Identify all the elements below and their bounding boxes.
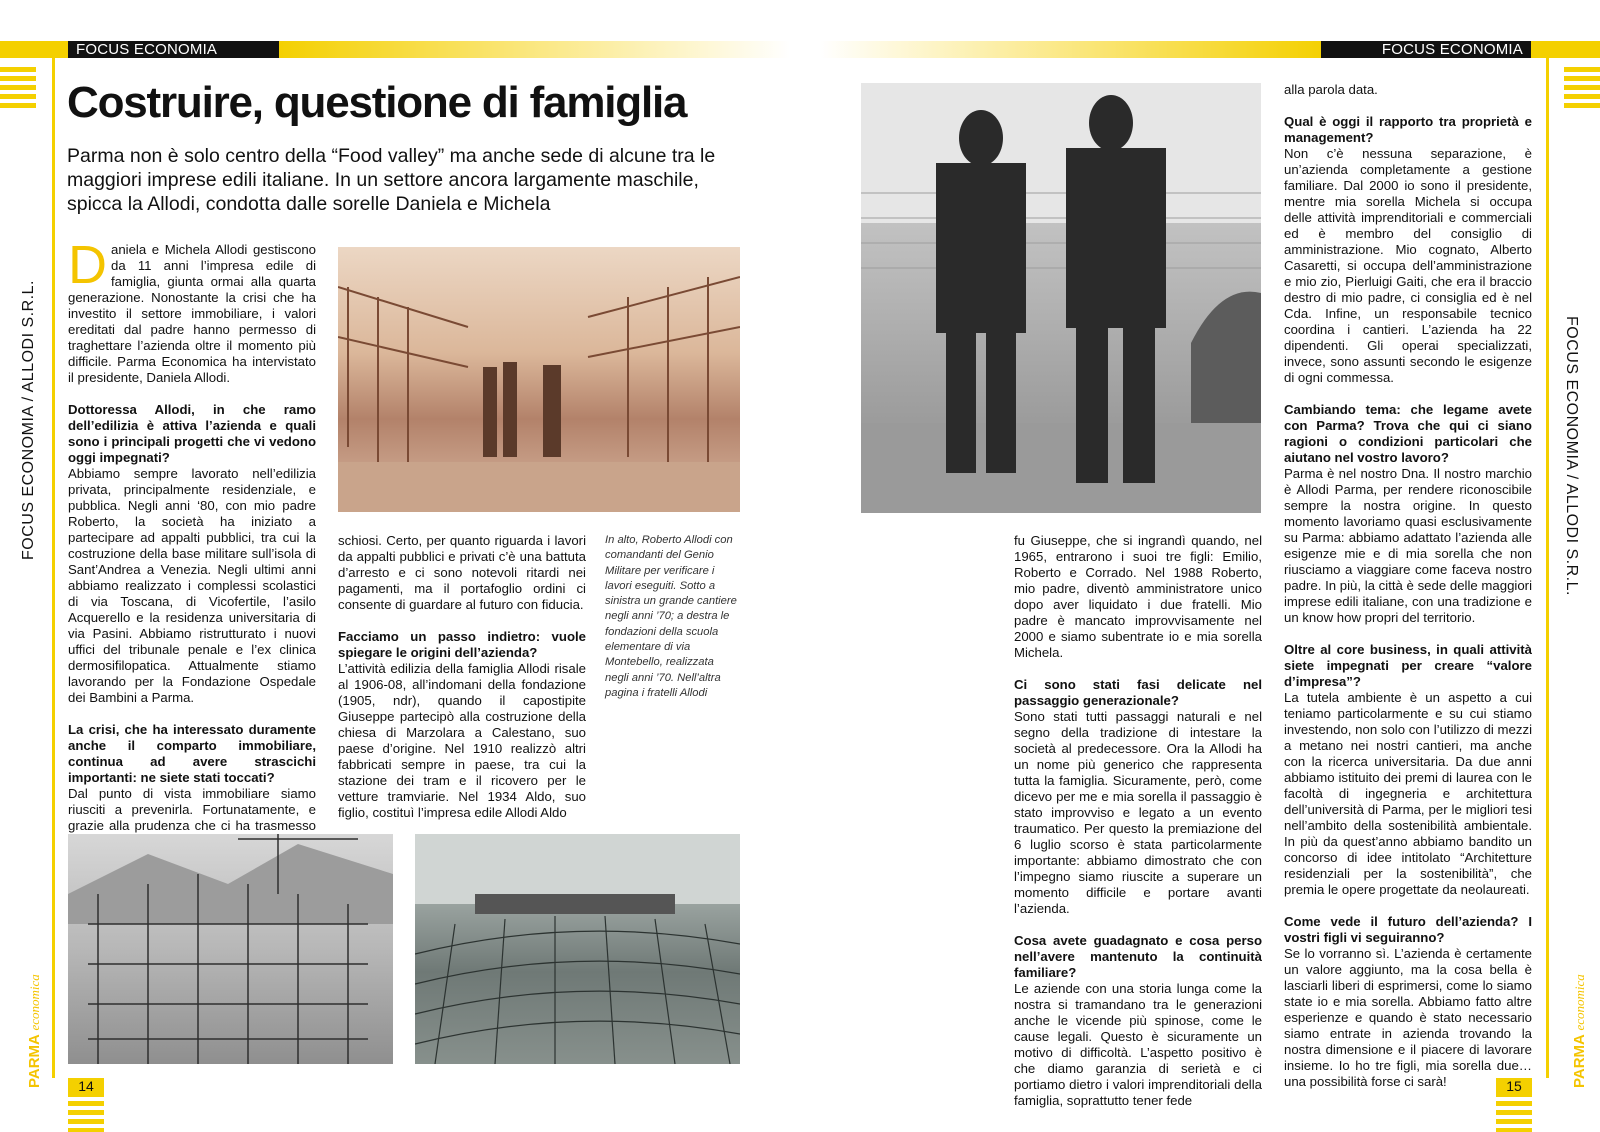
photo-caption: In alto, Roberto Allodi con comandanti del Genio Militare per verificare i lavori eseguiti. Sotto a sinistra un grande cantiere negli anni ’70; a destra le fondazioni della scuola elementare di via Montebello, realizzata negli anni ’70. Nell’altra pagina i fratelli Allodi [605,534,737,699]
answer-3: L’attività edilizia della famiglia Allodi risale al 1906-08, all’indomani della fondazione (1905, ndr), quando il capostipite Giuseppe partecipò alla costruzione della chiesa di Marzolara a Calestano, suo paese d’origine. Nel 1910 realizzò altri fabbricati sempre in paese, tra cui la stazione dei tram e il ricovero per le vetture tramviarie. Nel 1934 Aldo, suo figlio, costituì l’impresa edile Allodi Aldo [338,661,586,820]
stripes-bottom-left [68,1092,104,1132]
answer-3-continued: fu Giuseppe, che si ingrandì quando, nel 1965, entrarono i suoi tre figli: Emilio, Roberto e Corrado. Nel 1988 Roberto, mio padre, diventò amministratore unico dopo aver liquidato i due fratelli. Mio padre è mancato improvvisamente nel 2000 e siamo subentrate io e mia sorella Michela. [1014,533,1262,660]
text-column-3 [1014,533,1262,1109]
side-label-left: FOCUS ECONOMIA / ALLODI S.R.L. [20,280,37,560]
answer-7: Parma è nel nostro Dna. Il nostro marchio è Allodi Parma, per rendere riconoscibile sempre la nostra origine. In questo momento lavoriamo quasi esclusivamente su Parma: abbiamo adattato l’azienda alle esigenze mie e di mia sorella che non riusciamo a viaggiare come faceva nostro padre. In più, la città è sede delle maggiori imprese edili italiane, con una tradizione e un know how propri del territorio. [1284,466,1532,625]
magazine-logo-right: PARMA economica [1571,974,1588,1088]
answer-2-continued: schiosi. Certo, per quanto riguarda i lavori da appalti pubblici e privati c’è una battuta d’arresto e ci sono notevoli ritardi nei pagamenti, ma il portafoglio ordini ci consente di guardare al futuro con fiducia. [338,533,586,612]
answer-5-continued: alla parola data. [1284,82,1378,97]
answer-1: Abbiamo sempre lavorato nell’edilizia privata, principalmente residenziale, e pubblica. Negli anni ‘80, con mio padre Roberto, la società ha iniziato a partecipare ad appalti pubblici, tra cui la costruzione della base militare sull’isola di Sant’Andrea a Venezia. Negli ultimi anni abbiamo realizzato i complessi scolastici di via Toscana, di Vicofertile, l’asilo Acquerello e la residenza universitaria di via Pasini. Abbiamo ristrutturato i nuovi uffici del tribunale penale e l’ex clinica dermosifilopatica. Attualmente stiamo lavorando per la Fondazione Ospedale dei Bambini a Parma. [68,466,316,705]
answer-4: Sono stati tutti passaggi naturali e nel segno della tradizione di intestare la società al predecessore. Ora la Allodi ha un nome più generico che rappresenta tutta la famiglia. Sicuramente, però, come dicevo per me e mia sorella il passaggio è stato improvviso e legato a un evento traumatico. Per questo la premiazione del 6 luglio scorso è stata particolarmente importante: abbiamo dimostrato che con l’impegno siamo riuscite a superare un momento difficile e portare avanti l’azienda. [1014,709,1262,916]
photo-allodi-brothers [861,83,1261,513]
question-6: Qual è oggi il rapporto tra proprietà e management? [1284,114,1532,145]
question-9: Come vede il futuro dell’azienda? I vostri figli vi seguiranno? [1284,914,1532,945]
stripes-top-left [0,67,36,111]
photo-construction-site-color [338,247,740,512]
article-subtitle: Parma non è solo centro della “Food valley” ma anche sede di alcune tra le maggiori imprese edili italiane. In un settore ancora largamente maschile, spicca la Allodi, condotta dalle sorelle Daniela e Michela [67,145,716,215]
margin-line-right [1546,58,1549,1078]
question-1: Dottoressa Allodi, in che ramo dell’edilizia è attiva l’azienda e quali sono i principali progetti che vi vedono oggi impegnati? [68,402,316,465]
question-2: La crisi, che ha interessato duramente anche il comparto immobiliare, continua ad avere strascichi importanti: ne siete stati toccati? [68,722,316,785]
answer-6: Non c’è nessuna separazione, è un’azienda completamente a gestione familiare. Dal 2000 io sono il presidente, mentre mia sorella Michela si occupa delle attività imprenditoriali e commerciali ed è membro del consiglio di amministrazione. Mio cognato, Alberto Casaretti, si occupa dell’amministrazione e mio zio, Pierluigi Gaiti, che era il braccio destro di mio padre, ci consiglia ed è nel Cda. Infine, un responsabile tecnico coordina i cantieri. L’azienda ha 22 dipendenti. Gli operai specializzati, invece, sono assunti secondo le esigenze di ogni commessa. [1284,146,1532,385]
drop-cap: D [68,235,107,295]
section-tag-left: FOCUS ECONOMIA [68,41,279,58]
stripes-top-right [1564,67,1600,111]
question-7: Cambiando tema: che legame avete con Parma? Trova che qui ci siano ragioni o condizioni particolari che aiutano nel vostro lavoro? [1284,402,1532,465]
text-column-1 [68,235,316,866]
article-title: Costruire, questione di famiglia [67,78,687,127]
answer-8: La tutela ambiente è un aspetto a cui teniamo particolarmente e su cui stiamo investendo, non solo con l’utilizzo di mezzi a metano nei nostri cantieri, ma anche con la ricerca universitaria. Da due anni abbiamo istituito dei premi di laurea con le facoltà di ingegneria e architettura dell’università di Parma, per le migliori tesi nell’ambito della sostenibilità ambientale. In più da quest’anno abbiamo bandito un concorso di idee intitolato “Architetture residenziali per la sostenibilità”, che premia le opere progettate da neolaureati. [1284,690,1532,897]
text-column-4 [1284,82,1532,1090]
answer-5: Le aziende con una storia lunga come la nostra si tramandano tra le generazioni anche le vicende più spinose, come le cause legali. Questo è sicuramente un motivo di difficoltà. L’aspetto positivo è che diamo garanzia di serietà e ci portiamo dietro i valori imprenditoriali della famiglia, soprattutto tener fede [1014,981,1262,1108]
photo-school-foundations [415,834,740,1064]
photo-building-scaffold [68,834,393,1064]
page-number-right: 15 [1496,1078,1532,1095]
question-3: Facciamo un passo indietro: vuole spiegare le origini dell’azienda? [338,629,586,660]
magazine-logo-left: PARMA economica [26,974,43,1088]
side-label-right: FOCUS ECONOMIA / ALLODI S.R.L. [1563,316,1580,596]
question-5: Cosa avete guadagnato e cosa perso nell’avere mantenuto la continuità familiare? [1014,933,1262,980]
question-4: Ci sono stati fasi delicate nel passaggio generazionale? [1014,677,1262,708]
question-8: Oltre al core business, in quali attività siete impegnati per creare “valore d’impresa”? [1284,642,1532,689]
section-tag-right: FOCUS ECONOMIA [1321,41,1531,58]
answer-2: Dal punto di vista immobiliare siamo riusciti a prevenirla. Fortunatamente, e grazie alla prudenza che ci ha trasmesso [68,786,316,833]
text-column-2 [338,533,586,821]
page-number-left: 14 [68,1078,104,1095]
intro-paragraph: Daniela e Michela Allodi gestiscono da 11 anni l’impresa edile di famiglia, giunta ormai alla quarta generazione. Nonostante la crisi che ha investito il settore immobiliare, i valori ereditati dal padre hanno permesso di traghettare l’azienda oltre il momento più difficile. Parma Economica ha intervistato il presidente, Daniela Allodi. [68,235,316,385]
margin-line-left [52,58,55,1078]
answer-9: Se lo vorranno sì. L’azienda è certamente un valore aggiunto, ma la cosa bella è lasciarli liberi di esprimersi, come lo siamo state io e mia sorella. Abbiamo fatto altre esperienze e quando è stato necessario siamo entrate in azienda trovando la nostra dimensione e il piacere di lavorare insieme. Io ho tre figli, mia sorella due… una possibilità forse ci sarà! [1284,946,1532,1089]
stripes-bottom-right [1496,1092,1532,1132]
